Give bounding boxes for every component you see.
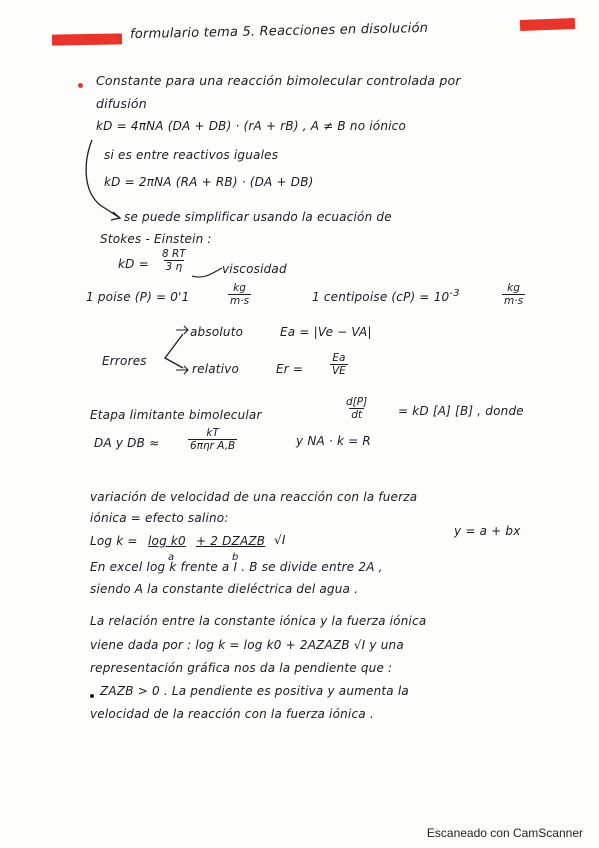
viscosidad-pointer — [192, 268, 222, 277]
line-velocidad: velocidad de la reacción con la fuerza iónica . — [90, 707, 374, 721]
errores-label: Errores — [102, 354, 147, 368]
kd3-numerator: 8 RT — [162, 248, 186, 260]
errores-brace — [165, 334, 183, 368]
formula-linear: y = a + bx — [454, 524, 521, 538]
camscanner-watermark: Escaneado con CamScanner — [426, 826, 583, 840]
errores-relativo-lhs: Er = — [276, 362, 304, 376]
errores-relativo: relativo — [192, 362, 240, 376]
rate-num: d[P] — [346, 396, 368, 408]
formula-logk-b: b — [232, 552, 239, 563]
centipoise-num: kg — [507, 282, 520, 294]
rate-equation: = kD [A] [B] , donde — [398, 404, 524, 418]
line-poise: 1 poise (P) = 0'1 — [86, 290, 190, 304]
line-excel: En excel log k frente a I . B se divide entre 2A , — [90, 560, 383, 574]
da-db-den: 6πηr A,B — [190, 440, 236, 452]
line-efecto-salino: iónica = efecto salino: — [90, 511, 229, 525]
line-representacion: representación gráfica nos da la pendiente que : — [90, 661, 393, 675]
formula-logk-sqrt: √I — [274, 533, 286, 547]
line-simplificar: se puede simplificar usando la ecuación de — [124, 210, 392, 224]
formula-kd-1: kD = 4πNA (DA + DB) · (rA + rB) , A ≠ B no iónico — [96, 119, 406, 133]
formula-kd-2: kD = 2πNA (RA + RB) · (DA + DB) — [104, 175, 314, 189]
arrow-absoluto — [176, 326, 188, 334]
poise-den: m·s — [230, 295, 250, 307]
err-rel-num: Ea — [332, 352, 346, 364]
line-dielectrica: siendo A la constante dieléctrica del agua . — [90, 582, 359, 596]
formula-logk-term1: log k0 — [148, 534, 186, 548]
formula-logk-a: a — [168, 552, 175, 563]
formula-logk-term2: + 2 DZAZB — [196, 534, 266, 548]
kd3-denominator: 3 η — [165, 261, 183, 273]
line-relacion: La relación entre la constante iónica y la fuerza iónica — [90, 614, 427, 628]
line-constante: Constante para una reacción bimolecular controlada por — [96, 73, 461, 88]
err-rel-den: VE — [332, 365, 346, 377]
formula-logk-lhs: Log k = — [90, 534, 138, 548]
centipoise-den: m·s — [504, 295, 524, 307]
line-da-db: DA y DB ≈ — [94, 436, 160, 450]
line-etapa-limitante: Etapa limitante bimolecular — [90, 408, 262, 422]
errores-absoluto-eq: Ea = |Ve − VA| — [280, 325, 372, 339]
poise-num: kg — [233, 282, 246, 294]
line-zazb: ZAZB > 0 . La pendiente es positiva y aumenta la — [100, 684, 409, 698]
centipoise-exp: -3 — [449, 288, 460, 299]
centipoise-text: 1 centipoise (cP) = 10 — [312, 290, 450, 304]
formula-kd-3-lhs: kD = — [118, 257, 149, 271]
da-db-num: kT — [206, 427, 219, 439]
line-reactivos-iguales: si es entre reactivos iguales — [104, 148, 279, 162]
line-stokes: Stokes - Einstein : — [100, 232, 212, 246]
errores-absoluto: absoluto — [190, 325, 244, 339]
rate-den: dt — [351, 409, 362, 421]
note-viscosidad: viscosidad — [222, 262, 287, 276]
line-difusion: difusión — [96, 96, 147, 111]
line-variacion: variación de velocidad de una reacción con la fuerza — [90, 490, 418, 504]
bracket-curve — [86, 140, 120, 218]
line-viene-dada: viene dada por : log k = log k0 + 2AZAZB √I y una — [90, 638, 404, 652]
line-na-k: y NA · k = R — [296, 434, 371, 448]
page-title: formulario tema 5. Reacciones en disolución — [129, 20, 429, 43]
